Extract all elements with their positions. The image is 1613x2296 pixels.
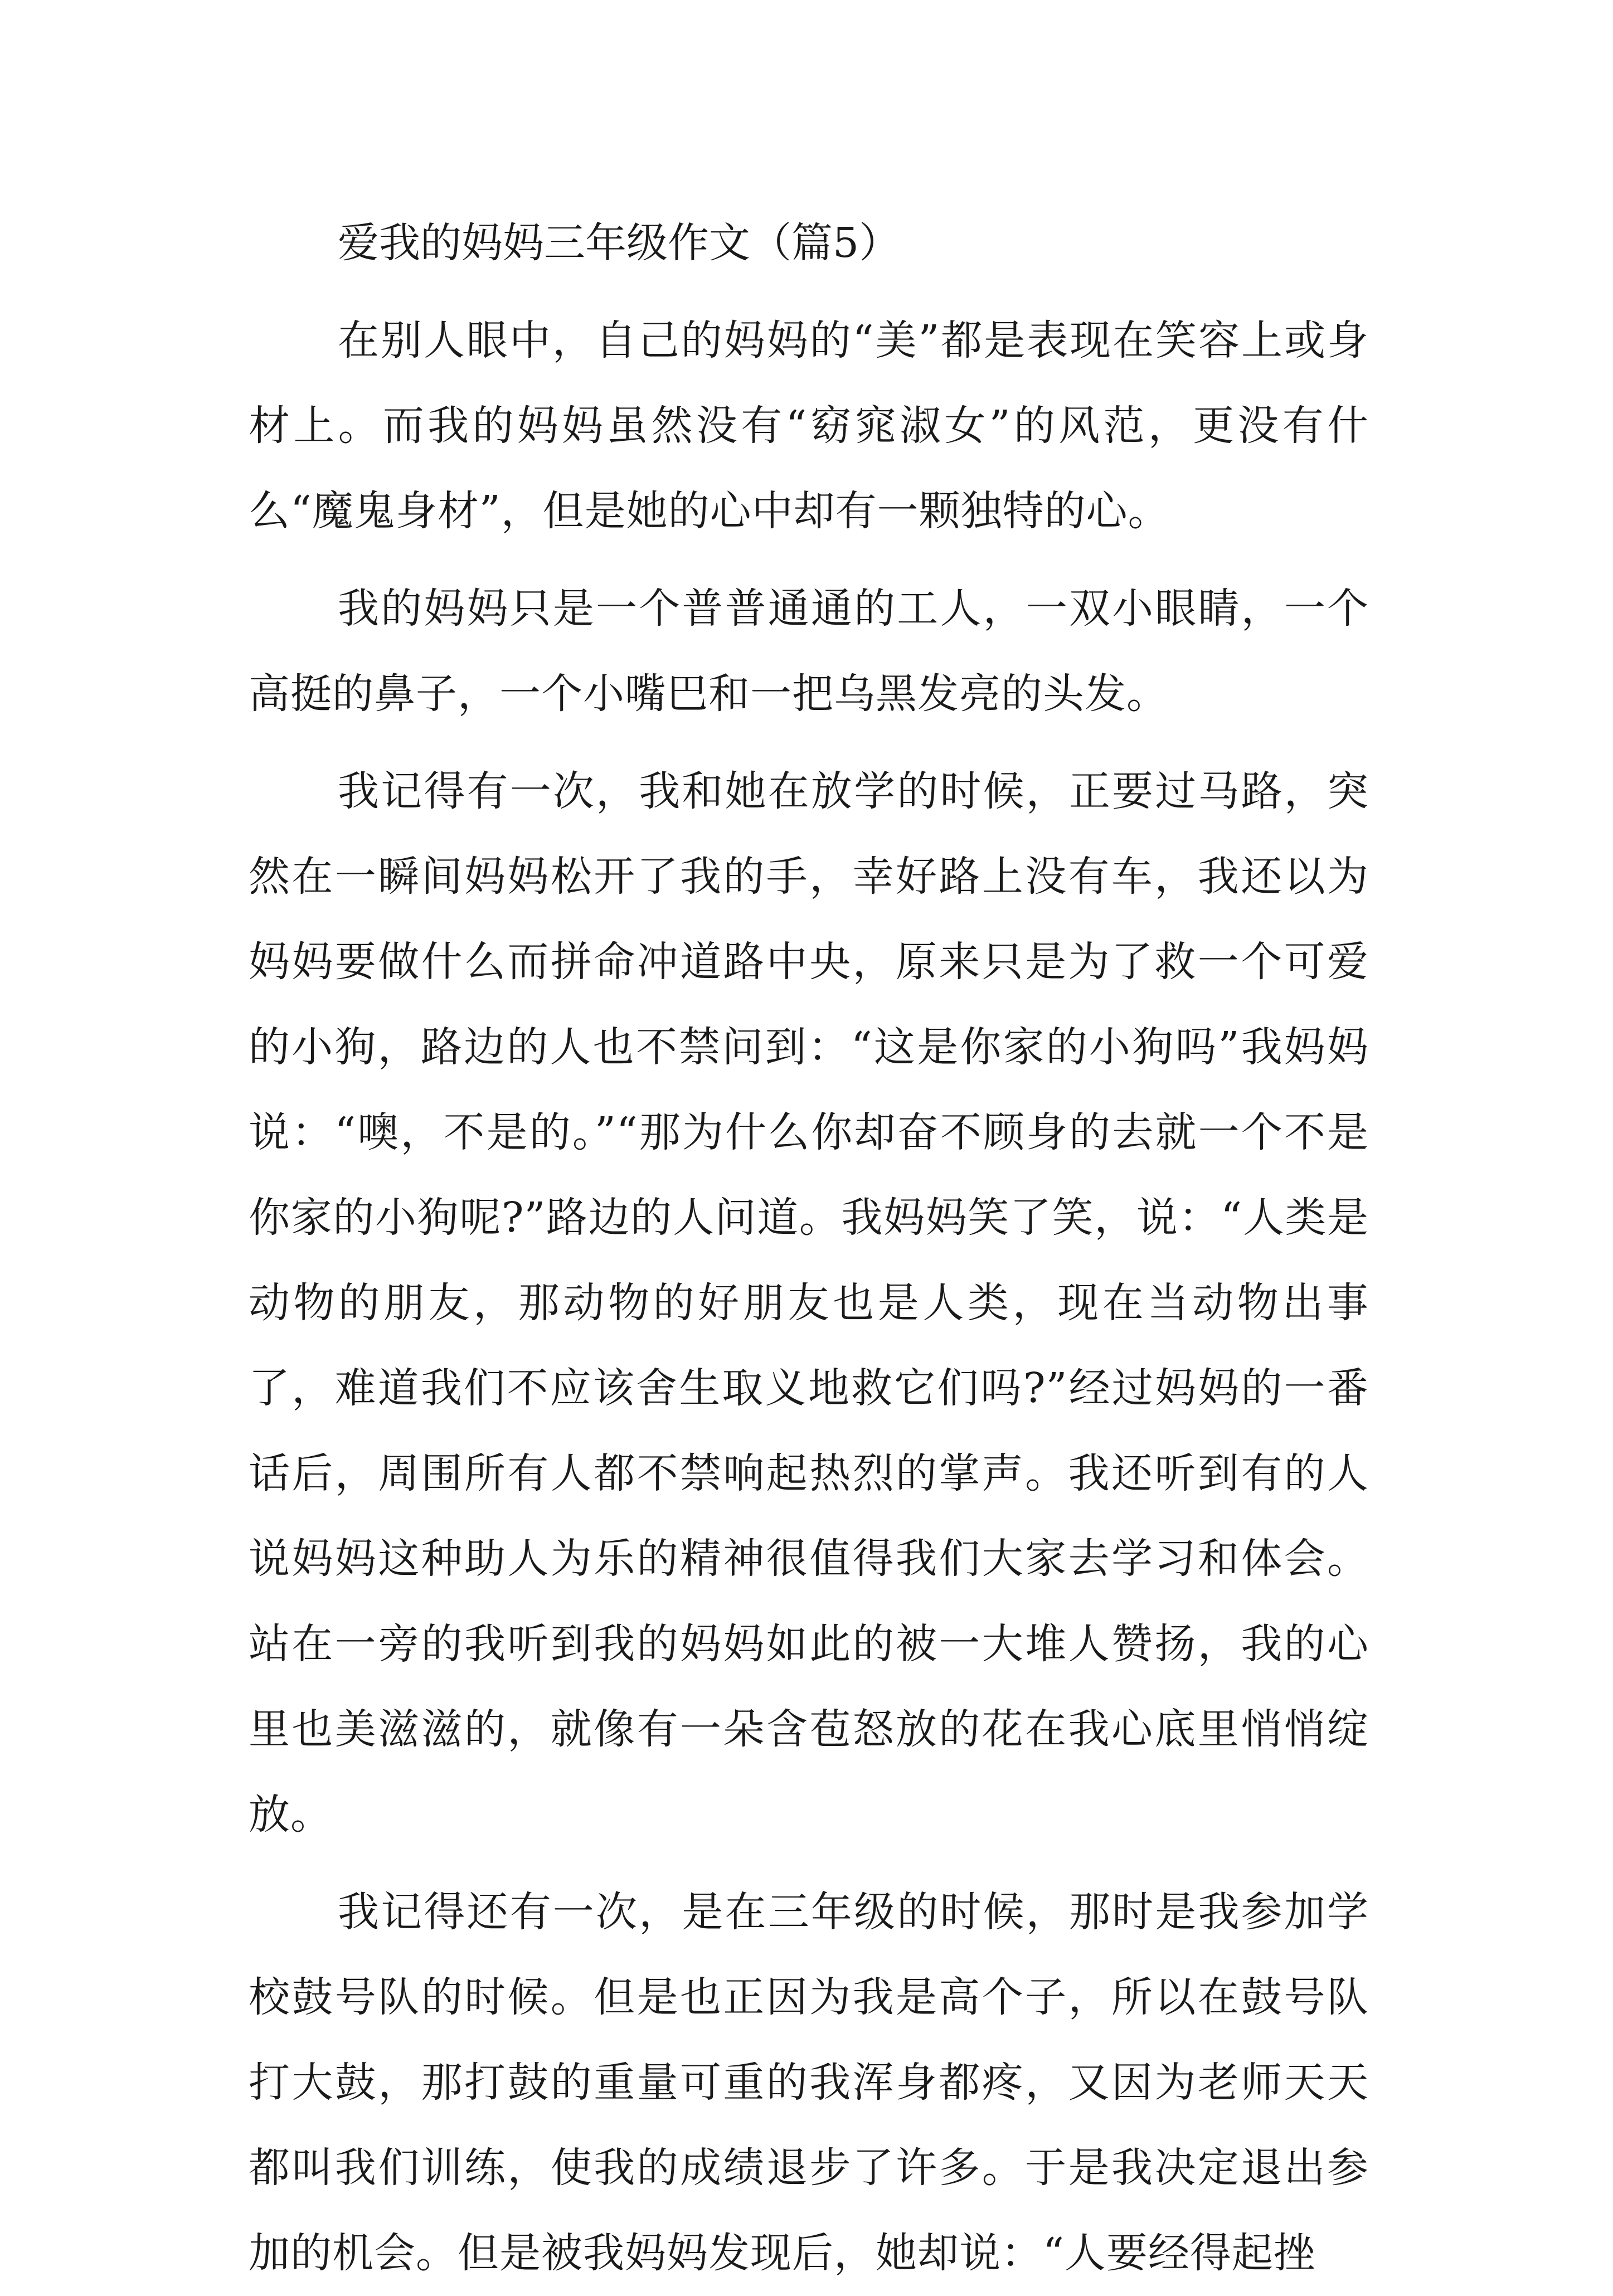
document-body xyxy=(249,201,1369,2296)
paragraph-4: 我记得还有一次，是在三年级的时候，那时是我参加学校鼓号队的时候。但是也正因为我是高个子，所以在鼓号队打大鼓，那打鼓的重量可重的我浑身都疼，又因为老师天天都叫我们训练，使我的成绩退步了许多。于是我决定退出参加的机会。但是被我妈妈发现后，她却说：“人要经得起挫 xyxy=(249,1888,1369,2277)
paragraph-3: 我记得有一次，我和她在放学的时候，正要过马路，突然在一瞬间妈妈松开了我的手，幸好路上没有车，我还以为妈妈要做什么而拼命冲道路中央，原来只是为了救一个可爱的小狗，路边的人也不禁问到：“这是你家的小狗吗”我妈妈说：“噢，不是的。”“那为什么你却奋不顾身的去就一个不是你家的小狗呢?”路边的人问道。我妈妈笑了笑，说：“人类是动物的朋友，那动物的好朋友也是人类，现在当动物出事了，难道我们不应该舍生取义地救它们吗?”经过妈妈的一番话后，周围所有人都不禁响起热烈的掌声。我还听到有的人说妈妈这种助人为乐的精神很值得我们大家去学习和体会。站在一旁的我听到我的妈妈如此的被一大堆人赞扬，我的心里也美滋滋的，就像有一朵含苞怒放的花在我心底里悄悄绽放。 xyxy=(249,767,1369,1838)
paragraph-1: 在别人眼中，自己的妈妈的“美”都是表现在笑容上或身材上。而我的妈妈虽然没有“窈窕淑女”的风范，更没有什么“魔鬼身材”，但是她的心中却有一颗独特的心。 xyxy=(249,317,1369,535)
document-title: 爱我的妈妈三年级作文（篇5） xyxy=(338,219,901,267)
paragraph-2: 我的妈妈只是一个普普通通的工人，一双小眼睛，一个高挺的鼻子，一个小嘴巴和一把乌黑发亮的头发。 xyxy=(249,585,1369,718)
